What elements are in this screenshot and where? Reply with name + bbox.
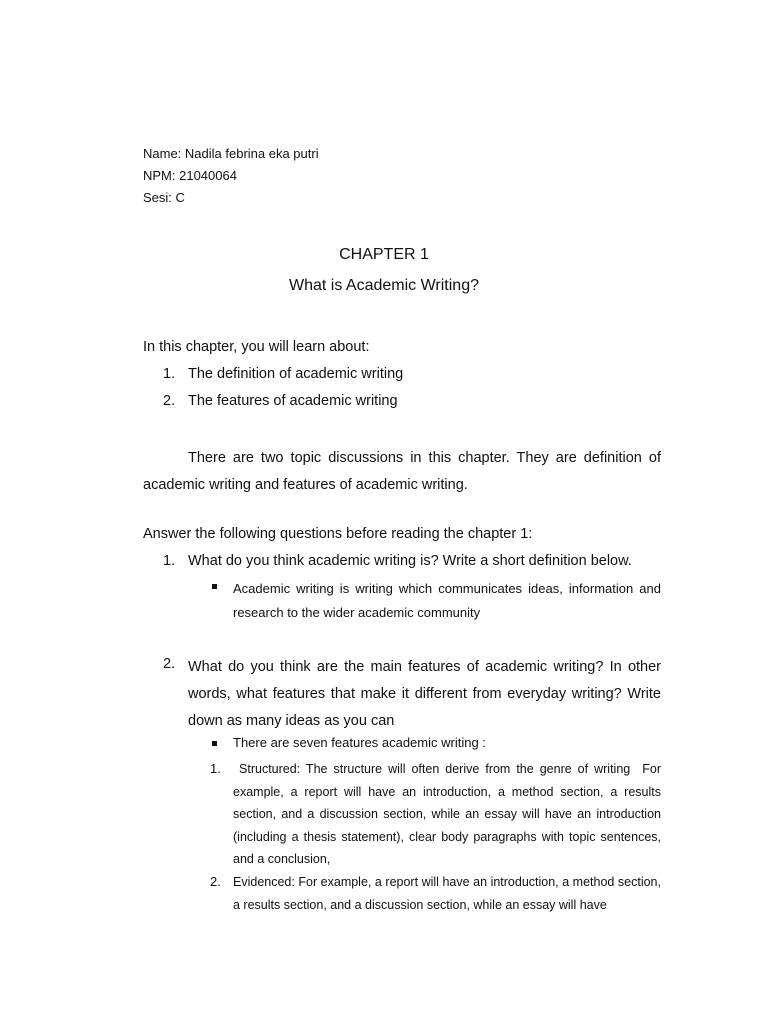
student-name: Name: Nadila febrina eka putri (143, 146, 319, 161)
intro-item-2-number: 2. (163, 393, 176, 409)
bullet-icon (212, 584, 217, 589)
chapter-number: CHAPTER 1 (339, 246, 429, 263)
questions-lead: Answer the following questions before reading the chapter 1: (143, 526, 533, 542)
question-1: What do you think academic writing is? Write a short definition below. (188, 553, 632, 569)
question-1-answer: Academic writing is writing which communicates ideas, information and research to the wider academic community (233, 581, 661, 620)
bullet-icon (212, 741, 217, 746)
question-2-answer-lead: There are seven features academic writing : (233, 735, 486, 750)
feature-1-number: 1. (210, 761, 221, 776)
question-1-number: 1. (163, 553, 176, 569)
intro-lead: In this chapter, you will learn about: (143, 339, 370, 355)
student-session: Sesi: C (143, 190, 185, 205)
chapter-title: What is Academic Writing? (289, 277, 479, 294)
question-2: What do you think are the main features of academic writing? In other words, what features that make it different from everyday writing? Write down as many ideas as you can (188, 659, 661, 729)
feature-2-number: 2. (210, 874, 221, 889)
question-2-number: 2. (163, 656, 176, 672)
intro-item-1-number: 1. (163, 366, 176, 382)
feature-1: Structured: The structure will often derive from the genre of writing For example, a report will have an introduction, a method section, a results section, and a discussion section, while an essay will have an introduction (including a thesis statement), clear body paragraphs with topic sentences, and a conclusion, (233, 762, 665, 866)
feature-2: Evidenced: For example, a report will have an introduction, a method section, a results section, and a discussion section, while an essay will have (233, 875, 661, 912)
student-npm: NPM: 21040064 (143, 168, 237, 183)
intro-item-1: The definition of academic writing (188, 366, 404, 382)
intro-item-2: The features of academic writing (188, 393, 398, 409)
intro-paragraph: There are two topic discussions in this chapter. They are definition of academic writing and features of academic writing. (143, 450, 661, 493)
